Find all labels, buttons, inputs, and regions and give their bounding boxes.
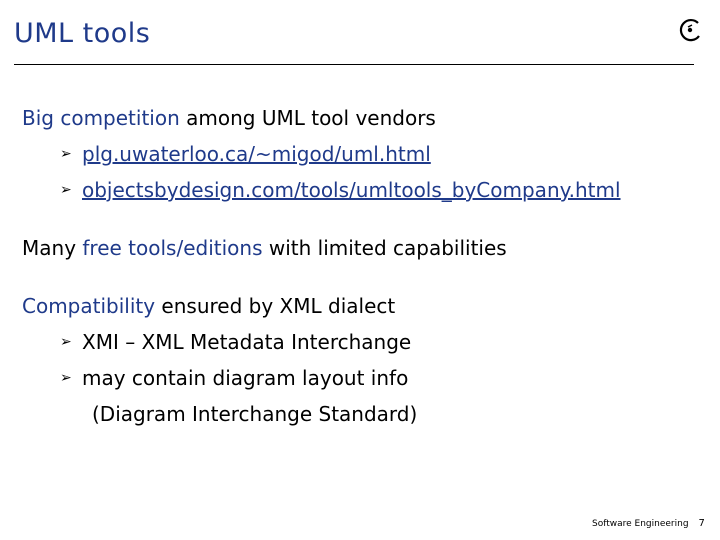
arrow-bullet-icon: ➢ bbox=[60, 370, 72, 386]
arrow-bullet-icon: ➢ bbox=[60, 182, 72, 198]
sub-bullet-continuation: (Diagram Interchange Standard) bbox=[92, 402, 418, 426]
bullet-text: among UML tool vendors bbox=[179, 106, 436, 130]
bullet-text: with limited capabilities bbox=[262, 236, 507, 260]
bullet-free-tools bbox=[22, 230, 712, 266]
logo-icon bbox=[676, 16, 704, 44]
page-number: 7 bbox=[698, 518, 705, 529]
arrow-bullet-icon: ➢ bbox=[60, 334, 72, 350]
sub-bullet-link-2 bbox=[22, 172, 712, 208]
link-objectsbydesign[interactable]: objectsbydesign.com/tools/umltools_byCompany.html bbox=[82, 178, 621, 202]
sub-bullet-xmi bbox=[22, 324, 712, 360]
slide-footer bbox=[592, 518, 705, 529]
highlight-text: Big competition bbox=[22, 106, 180, 130]
link-plg-uwaterloo[interactable]: plg.uwaterloo.ca/~migod/uml.html bbox=[82, 142, 431, 166]
footer-label: Software Engineering bbox=[592, 519, 689, 529]
title-divider bbox=[14, 64, 694, 65]
sub-bullet-text: XMI – XML Metadata Interchange bbox=[82, 330, 412, 354]
highlight-text: Compatibility bbox=[22, 294, 156, 318]
bullet-compatibility bbox=[22, 288, 712, 324]
sub-bullet-layout bbox=[22, 360, 712, 396]
arrow-bullet-icon: ➢ bbox=[60, 146, 72, 162]
bullet-text: Many bbox=[22, 236, 83, 260]
highlight-text: free tools/editions bbox=[82, 236, 263, 260]
slide-content bbox=[22, 100, 712, 432]
sub-bullet-text: may contain diagram layout info bbox=[82, 366, 409, 390]
sub-bullet-link-1 bbox=[22, 136, 712, 172]
bullet-text: ensured by XML dialect bbox=[155, 294, 396, 318]
bullet-big-competition bbox=[22, 100, 712, 136]
slide-title: UML tools bbox=[14, 18, 151, 49]
